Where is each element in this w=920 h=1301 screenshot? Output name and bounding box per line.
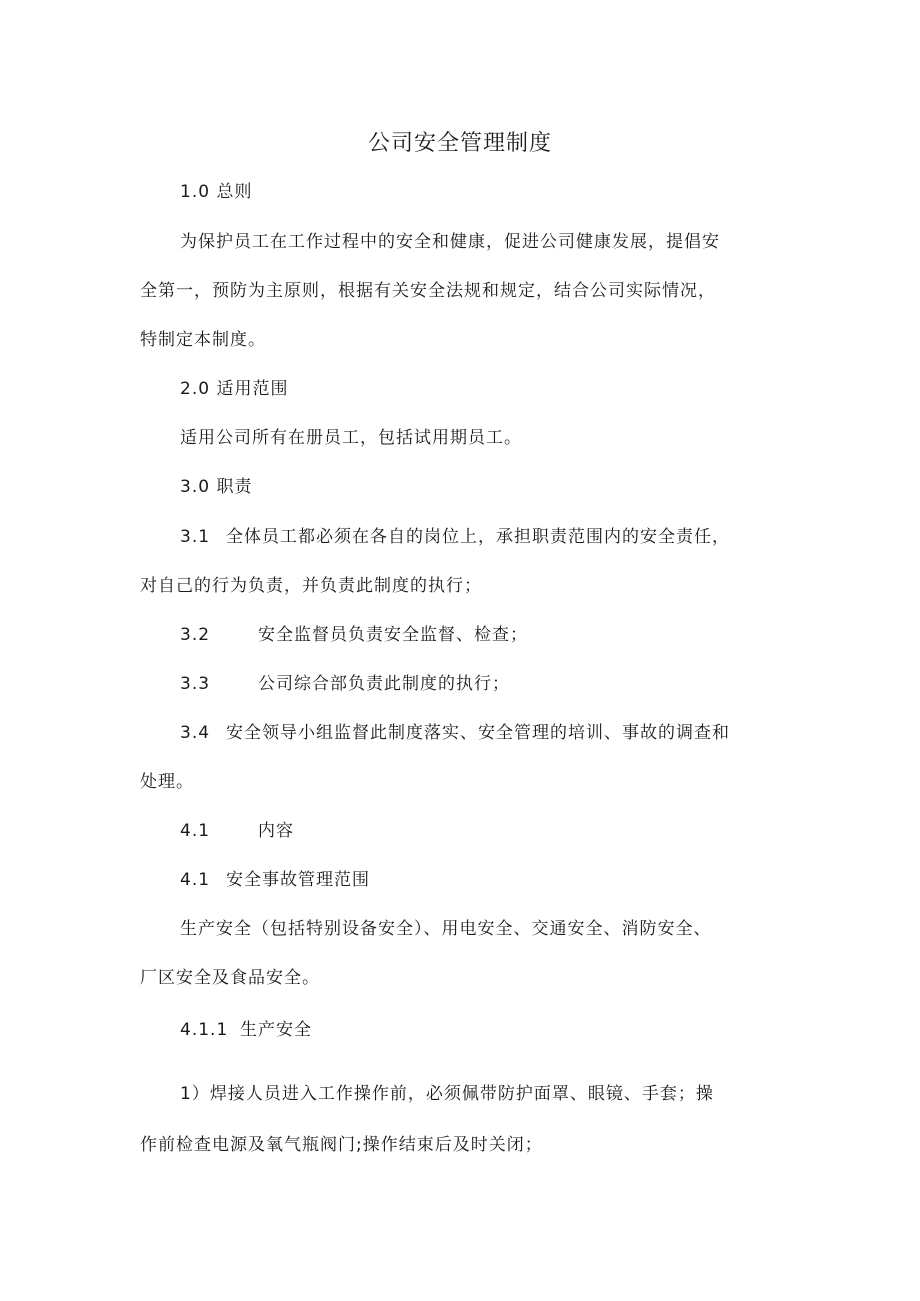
paragraph-line: 特制定本制度。 [140, 330, 266, 350]
clause-number: 4.1 [180, 870, 211, 890]
section-heading-scope: 2.0 适用范围 [180, 379, 289, 399]
paragraph-line: 生产安全（包括特别设备安全）、用电安全、交通安全、消防安全、 [180, 919, 712, 939]
document-title: 公司安全管理制度 [367, 131, 552, 156]
clause-4-1-1 [180, 1018, 312, 1042]
clause-text: 安全事故管理范围 [226, 870, 370, 890]
clause-text: 内容 [258, 821, 294, 841]
paragraph-line: 厂区安全及食品安全。 [140, 968, 320, 988]
clause-3-1 [180, 525, 730, 549]
clause-number: 3.3 [180, 674, 211, 694]
clause-text: 公司综合部负责此制度的执行； [258, 674, 510, 694]
paragraph-line: 适用公司所有在册员工，包括试用期员工。 [180, 428, 522, 448]
clause-number: 3.2 [180, 625, 211, 645]
paragraph-line: 全第一，预防为主原则，根据有关安全法规和规定，结合公司实际情况， [140, 281, 716, 301]
clause-text: 安全监督员负责安全监督、检查； [258, 625, 528, 645]
clause-number: 4.1.1 [180, 1020, 229, 1040]
clause-4-1 [180, 868, 370, 892]
clause-number: 3.4 [180, 723, 211, 743]
clause-3-4 [180, 721, 730, 745]
clause-number: 3.1 [180, 527, 211, 547]
section-heading-duties: 3.0 职责 [180, 477, 253, 497]
clause-text: 安全领导小组监督此制度落实、安全管理的培训、事故的调查和 [226, 723, 730, 743]
paragraph-line: 为保护员工在工作过程中的安全和健康，促进公司健康发展，提倡安 [180, 232, 720, 252]
list-item-line: 1）焊接人员进入工作操作前，必须佩带防护面罩、眼镜、手套；操 [180, 1084, 714, 1104]
clause-number: 4.1 [180, 821, 211, 841]
clause-3-3 [180, 672, 510, 696]
clause-text: 全体员工都必须在各自的岗位上，承担职责范围内的安全责任， [226, 527, 730, 547]
clause-text: 生产安全 [240, 1020, 312, 1040]
clause-3-2 [180, 623, 528, 647]
paragraph-line: 处理。 [140, 772, 194, 792]
section-heading-content [180, 819, 294, 843]
section-heading-general: 1.0 总则 [180, 182, 253, 202]
list-item-line: 作前检查电源及氧气瓶阀门;操作结束后及时关闭； [140, 1135, 543, 1155]
paragraph-line: 对自己的行为负责，并负责此制度的执行； [140, 576, 482, 596]
